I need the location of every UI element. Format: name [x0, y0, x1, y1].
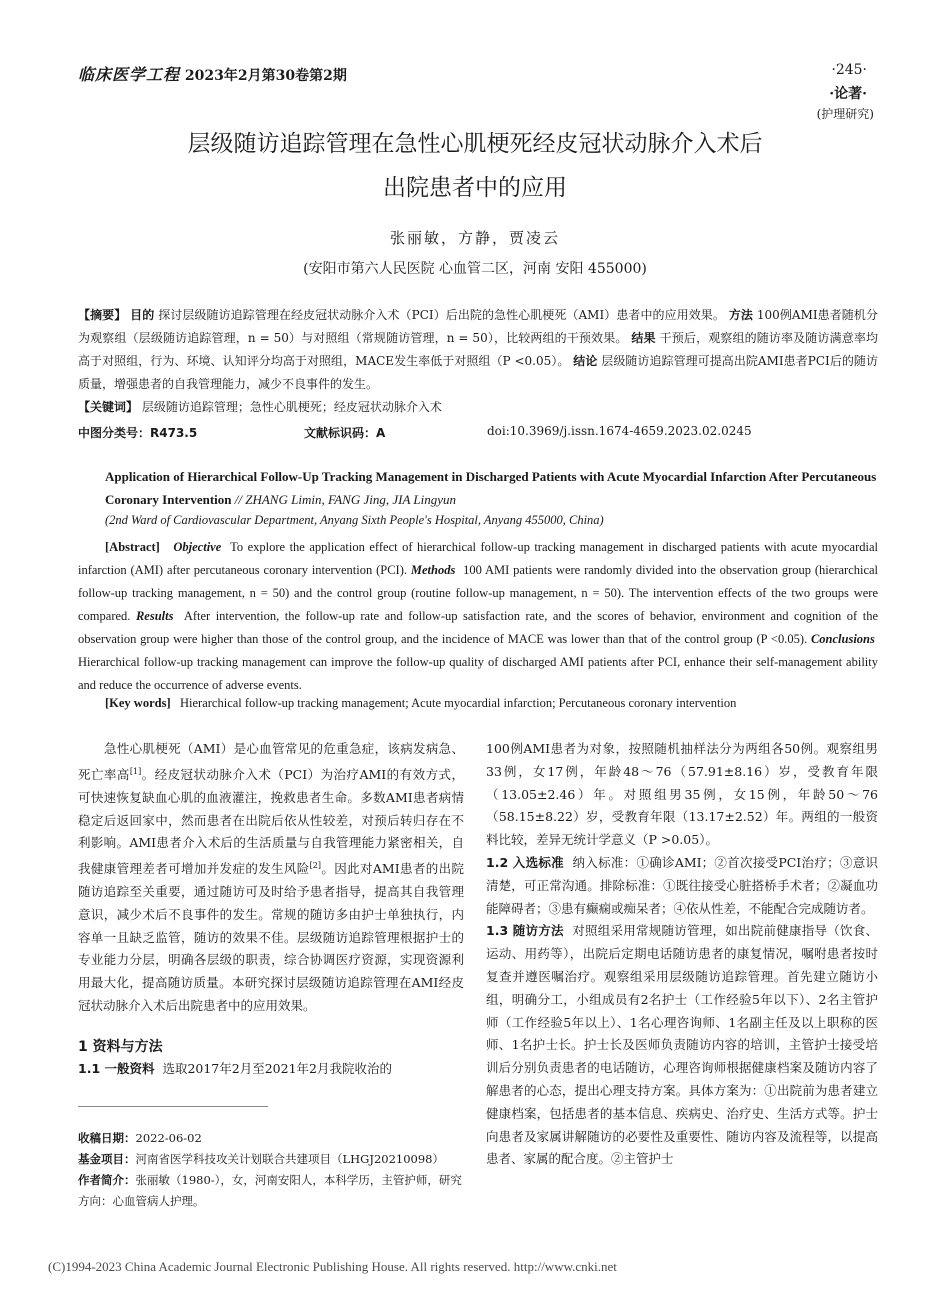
journal-header [78, 62, 347, 85]
abstract-en [78, 536, 878, 697]
article-subcategory: (护理研究) [816, 107, 874, 121]
body-left-column [78, 738, 464, 1081]
copyright-footer: (C)1994-2023 China Academic Journal Electronic Publishing House. All rights reserved. http://www.cnki.net [48, 1259, 617, 1274]
document-code: 文献标识码：A [304, 426, 386, 440]
en-objective-text: To explore the application effect of hierarchical follow-up tracking management in discharged patients with acute myocardial infarction (AMI) after percutaneous coronary intervention (PCI). [78, 540, 879, 577]
affiliation: (安阳市第六人民医院 心血管二区，河南 安阳 455000) [303, 261, 647, 277]
abstract-label: 【摘要】 [78, 308, 127, 322]
keywords-label: 【关键词】 [78, 400, 139, 414]
en-objective-label: Objective [173, 540, 222, 554]
journal-name: 临床医学工程 [78, 65, 181, 84]
en-conclusions-label: Conclusions [810, 632, 875, 646]
subsection-1-3 [486, 920, 878, 1171]
subsection-1-1 [78, 1058, 464, 1081]
body-right-column [486, 738, 878, 1171]
methods-text: 100例AMI患者随机分为观察组（层级随访追踪管理，n = 50）与对照组（常规随访管理，n = 50），比较两组的干预效果。 [78, 308, 878, 345]
footnote-divider [78, 1106, 268, 1107]
received-date: 2022-06-02 [135, 1131, 202, 1145]
methods-label: 方法 [728, 308, 753, 322]
en-results-label: Results [135, 609, 174, 623]
page-number: ·245· [831, 62, 867, 78]
general-data-paragraph: 100例AMI患者为对象，按照随机抽样法分为两组各50例。观察组男33例，女17例，年龄48～76（57.91±8.16）岁，受教育年限（13.05±2.46）年。对照组男35例，女15例，年龄50～76（58.15±8.22）岁，受教育年限（13.17±2.52）年。两组的一般资料比较，差异无统计学意义（P >0.05）。 [486, 741, 878, 848]
paper-title-line2: 出院患者中的应用 [383, 175, 567, 201]
english-authors: // ZHANG Limin, FANG Jing, JIA Lingyun [234, 492, 457, 507]
citation-2[interactable]: [2] [309, 861, 322, 871]
results-label: 结果 [631, 331, 656, 345]
author-info-label: 作者简介： [78, 1173, 136, 1187]
objective-label: 目的 [130, 308, 155, 322]
fund-text: 河南省医学科技攻关计划联合共建项目（LHGJ20210098） [135, 1152, 444, 1166]
subsection-1-1-label: 1.1 一般资料 [78, 1060, 155, 1076]
en-methods-label: Methods [410, 563, 456, 577]
section-heading-methods: 1 资料与方法 [78, 1038, 163, 1055]
en-methods-text: 100 AMI patients were randomly divided into the observation group (hierarchical follow-up tracking management, n = 50) and the control group (routine follow-up management, n = 50). The intervention effects of the two groups were compared. [78, 563, 879, 623]
subsection-1-1-text: 选取2017年2月至2021年2月我院收治的 [162, 1060, 392, 1076]
subsection-1-3-label: 1.3 随访方法 [486, 923, 564, 939]
subsection-1-2 [486, 852, 878, 920]
intro-text-3: 。因此对AMI患者的出院随访追踪至关重要，通过随访可及时给予患者指导，提高其自我管理意识，减少术后不良事件的发生。常规的随访多由护士单独执行，内容单一且缺乏监管，随访的效果不佳。层级随访追踪管理根据护士的专业能力分层，明确各层级的职责，综合协调医疗资源，实现资源利用最大化，提高随访质量。本研究探讨层级随访追踪管理在AMI经皮冠状动脉介入术后出院患者中的应用效果。 [78, 861, 464, 1014]
subsection-1-3-text: 对照组采用常规随访管理，如出院前健康指导（饮食、运动、用药等），出院后定期电话随访患者的康复情况，嘱咐患者按时复查并遵医嘱治疗。观察组采用层级随访追踪管理。首先建立随访小组，明确分工，小组成员有2名护士（工作经验5年以下）、2名主管护师（工作经验5年以上）、1名心理咨询师、1名副主任及以上职称的医师、1名护士长。护士长及医师负责随访内容的培训，主管护士接受培训后分别负责患者的电话随访，心理咨询师根据健康档案及随访内容了解患者的心态，提出心理支持方案。具体方案为：①出院前为患者建立健康档案，包括患者的基本信息、疾病史、治疗史、生活方式等。护士向患者及家属讲解随访的必要性及重要性、随访内容及流程等，以提高患者、家属的配合度。②主管护士 [486, 923, 878, 1167]
citation-1[interactable]: [1] [129, 766, 142, 776]
objective-text: 探讨层级随访追踪管理在经皮冠状动脉介入术（PCI）后出院的急性心肌梗死（AMI）患者中的应用效果。 [158, 308, 725, 322]
author-info-text: 张丽敏（1980-），女，河南安阳人，本科学历，主管护师，研究方向：心血管病人护理。 [78, 1173, 462, 1208]
results-text: 干预后，观察组的随访率及随访满意率均高于对照组，行为、环境、认知评分均高于对照组，MACE发生率低于对照组（P <0.05）。 [78, 331, 878, 368]
footnote [78, 1128, 464, 1212]
article-category: ·论著· [829, 86, 867, 102]
fund-label: 基金项目： [78, 1152, 136, 1166]
doi: doi:10.3969/j.issn.1674-4659.2023.02.0245 [487, 424, 752, 438]
conclusion-label: 结论 [573, 354, 598, 368]
paper-title-line1: 层级随访追踪管理在急性心肌梗死经皮冠状动脉介入术后 [187, 131, 763, 157]
intro-paragraph [78, 738, 464, 1018]
english-title [105, 465, 880, 511]
en-keywords-text: Hierarchical follow-up tracking management; Acute myocardial infarction; Percutaneous coronary intervention [180, 696, 737, 710]
clc-number: 中图分类号：R473.5 [78, 426, 198, 440]
intro-text-1: 急性心肌梗死（AMI）是心血管常见的危重急症，该病发病急、死亡率高 [78, 741, 464, 782]
received-label: 收稿日期： [78, 1131, 136, 1145]
keywords-text: 层级随访追踪管理；急性心肌梗死；经皮冠状动脉介入术 [141, 400, 442, 414]
en-results-text: After intervention, the follow-up rate and follow-up satisfaction rate, and the scores of behavior, environment and cognition of the observation group were higher than those of the control group, and the incidence of MACE was lower than that of the control group (P <0.05). [78, 609, 878, 646]
english-affiliation: (2nd Ward of Cardiovascular Department, Anyang Sixth People's Hospital, Anyang 455000, China) [105, 513, 604, 527]
journal-issue: 2023年2月第30卷第2期 [184, 68, 347, 84]
conclusion-text: 层级随访追踪管理可提高出院AMI患者PCI后的随访质量，增强患者的自我管理能力，减少不良事件的发生。 [78, 354, 878, 391]
intro-text-2: 。经皮冠状动脉介入术（PCI）为治疗AMI的有效方式，可快速恢复缺血心肌的血液灌注，挽救患者生命。多数AMI患者病情稳定后返回家中，然而患者在出院后依从性较差，对预后转归存在不利影响。AMI患者介入术后的生活质量与自我管理能力紧密相关，自我健康管理差者可增加并发症的发生风险 [78, 766, 464, 877]
author-list: 张丽敏，方静，贾凌云 [389, 229, 560, 247]
en-abstract-label: [Abstract] [105, 540, 160, 554]
abstract-cn [78, 304, 878, 419]
en-conclusions-text: Hierarchical follow-up tracking management can improve the follow-up quality of discharged AMI patients after PCI, enhance their self-management ability and reduce the occurrence of adverse events. [78, 655, 878, 692]
subsection-1-2-label: 1.2 入选标准 [486, 854, 564, 870]
en-keywords-label: [Key words] [105, 696, 171, 710]
subsection-1-2-text: 纳入标准：①确诊AMI；②首次接受PCI治疗；③意识清楚，可正常沟通。排除标准：①既往接受心脏搭桥手术者；②凝血功能障碍者；③患有癫痫或痴呆者；④依从性差，不能配合完成随访者。 [486, 854, 878, 916]
english-title-text: Application of Hierarchical Follow-Up Tracking Management in Discharged Patients with Acute Myocardial Infarction After Percutaneous Coronary Intervention [105, 469, 877, 507]
english-keywords [105, 696, 736, 711]
